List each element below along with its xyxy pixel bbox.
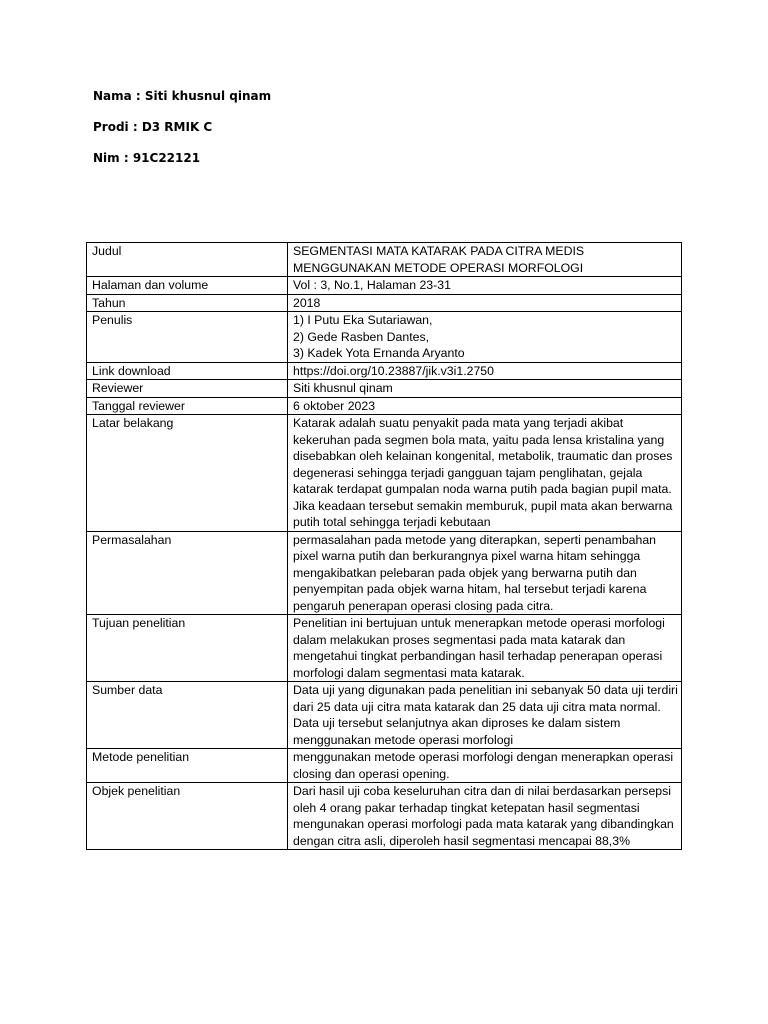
- row-value-problem: permasalahan pada metode yang diterapkan, seperti penambahan pixel warna putih dan berkurangnya pixel warna hitam sehingga mengakibatkan pelebaran pada objek yang berwarna putih dan penyempitan pada objek warna hitam, hal tersebut terjadi karena pengaruh penerapan operasi closing pada citra.: [288, 531, 682, 615]
- student-name: Nama : Siti khusnul qinam: [93, 89, 272, 103]
- row-label: Metode penelitian: [87, 749, 288, 783]
- row-label: Penulis: [87, 312, 288, 363]
- table-row-link: [87, 362, 682, 380]
- row-label: Tujuan penelitian: [87, 615, 288, 682]
- row-value-authors: 1) I Putu Eka Sutariawan, 2) Gede Rasben Dantes, 3) Kadek Yota Ernanda Aryanto: [288, 312, 682, 363]
- journal-review-table: [86, 242, 682, 850]
- table-row-penulis: [87, 312, 682, 363]
- row-value-objective: Penelitian ini bertujuan untuk menerapkan metode operasi morfologi dalam melakukan proses segmentasi pada mata katarak dan mengetahui tingkat perbandingan hasil terhadap penerapan operasi morfologi dalam segmentasi mata katarak.: [288, 615, 682, 682]
- row-value-object: Dari hasil uji coba keseluruhan citra dan di nilai berdasarkan persepsi oleh 4 orang pakar terhadap tingkat ketepatan hasil segmentasi mengunakan operasi morfologi pada mata katarak yang dibandingkan dengan citra asli, diperoleh hasil segmentasi mencapai 88,3%: [288, 783, 682, 850]
- table-row-tanggal: [87, 397, 682, 415]
- row-value-title: SEGMENTASI MATA KATARAK PADA CITRA MEDIS MENGGUNAKAN METODE OPERASI MORFOLOGI: [288, 243, 682, 277]
- row-value-doi-link: https://doi.org/10.23887/jik.v3i1.2750: [288, 362, 682, 380]
- table-row-objek: [87, 783, 682, 850]
- student-program: Prodi : D3 RMIK C: [93, 120, 213, 134]
- row-label: Latar belakang: [87, 415, 288, 532]
- table-row-latar-belakang: [87, 415, 682, 532]
- row-label: Tahun: [87, 294, 288, 312]
- row-label: Sumber data: [87, 682, 288, 749]
- row-label: Halaman dan volume: [87, 277, 288, 295]
- row-value-background: Katarak adalah suatu penyakit pada mata yang terjadi akibat kekeruhan pada segmen bola mata, yaitu pada lensa kristalina yang disebabkan oleh kelainan kongenital, metabolik, traumatic dan proses degenerasi sehingga terjadi gangguan tajam penglihatan, gejala katarak terdapat gumpalan noda warna putih pada bagian pupil mata. Jika keadaan tersebut semakin memburuk, pupil mata akan berwarna putih total sehingga terjadi kebutaan: [288, 415, 682, 532]
- table-row-tahun: [87, 294, 682, 312]
- table-row-metode: [87, 749, 682, 783]
- row-label: Tanggal reviewer: [87, 397, 288, 415]
- row-label: Link download: [87, 362, 288, 380]
- row-value-data-source: Data uji yang digunakan pada penelitian ini sebanyak 50 data uji terdiri dari 25 data uji citra mata katarak dan 25 data uji citra mata normal. Data uji tersebut selanjutnya akan diproses ke dalam sistem menggunakan metode operasi morfologi: [288, 682, 682, 749]
- student-id: Nim : 91C22121: [93, 151, 201, 165]
- table-row-judul: [87, 243, 682, 277]
- row-value-year: 2018: [288, 294, 682, 312]
- row-value-reviewer: Siti khusnul qinam: [288, 380, 682, 398]
- row-value-volume: Vol : 3, No.1, Halaman 23-31: [288, 277, 682, 295]
- row-label: Reviewer: [87, 380, 288, 398]
- row-value-method: menggunakan metode operasi morfologi dengan menerapkan operasi closing dan operasi opening.: [288, 749, 682, 783]
- table-row-reviewer: [87, 380, 682, 398]
- table-row-volume: [87, 277, 682, 295]
- row-label: Objek penelitian: [87, 783, 288, 850]
- row-label: Judul: [87, 243, 288, 277]
- table-row-sumber-data: [87, 682, 682, 749]
- row-value-review-date: 6 oktober 2023: [288, 397, 682, 415]
- table-row-tujuan: [87, 615, 682, 682]
- table-row-permasalahan: [87, 531, 682, 615]
- row-label: Permasalahan: [87, 531, 288, 615]
